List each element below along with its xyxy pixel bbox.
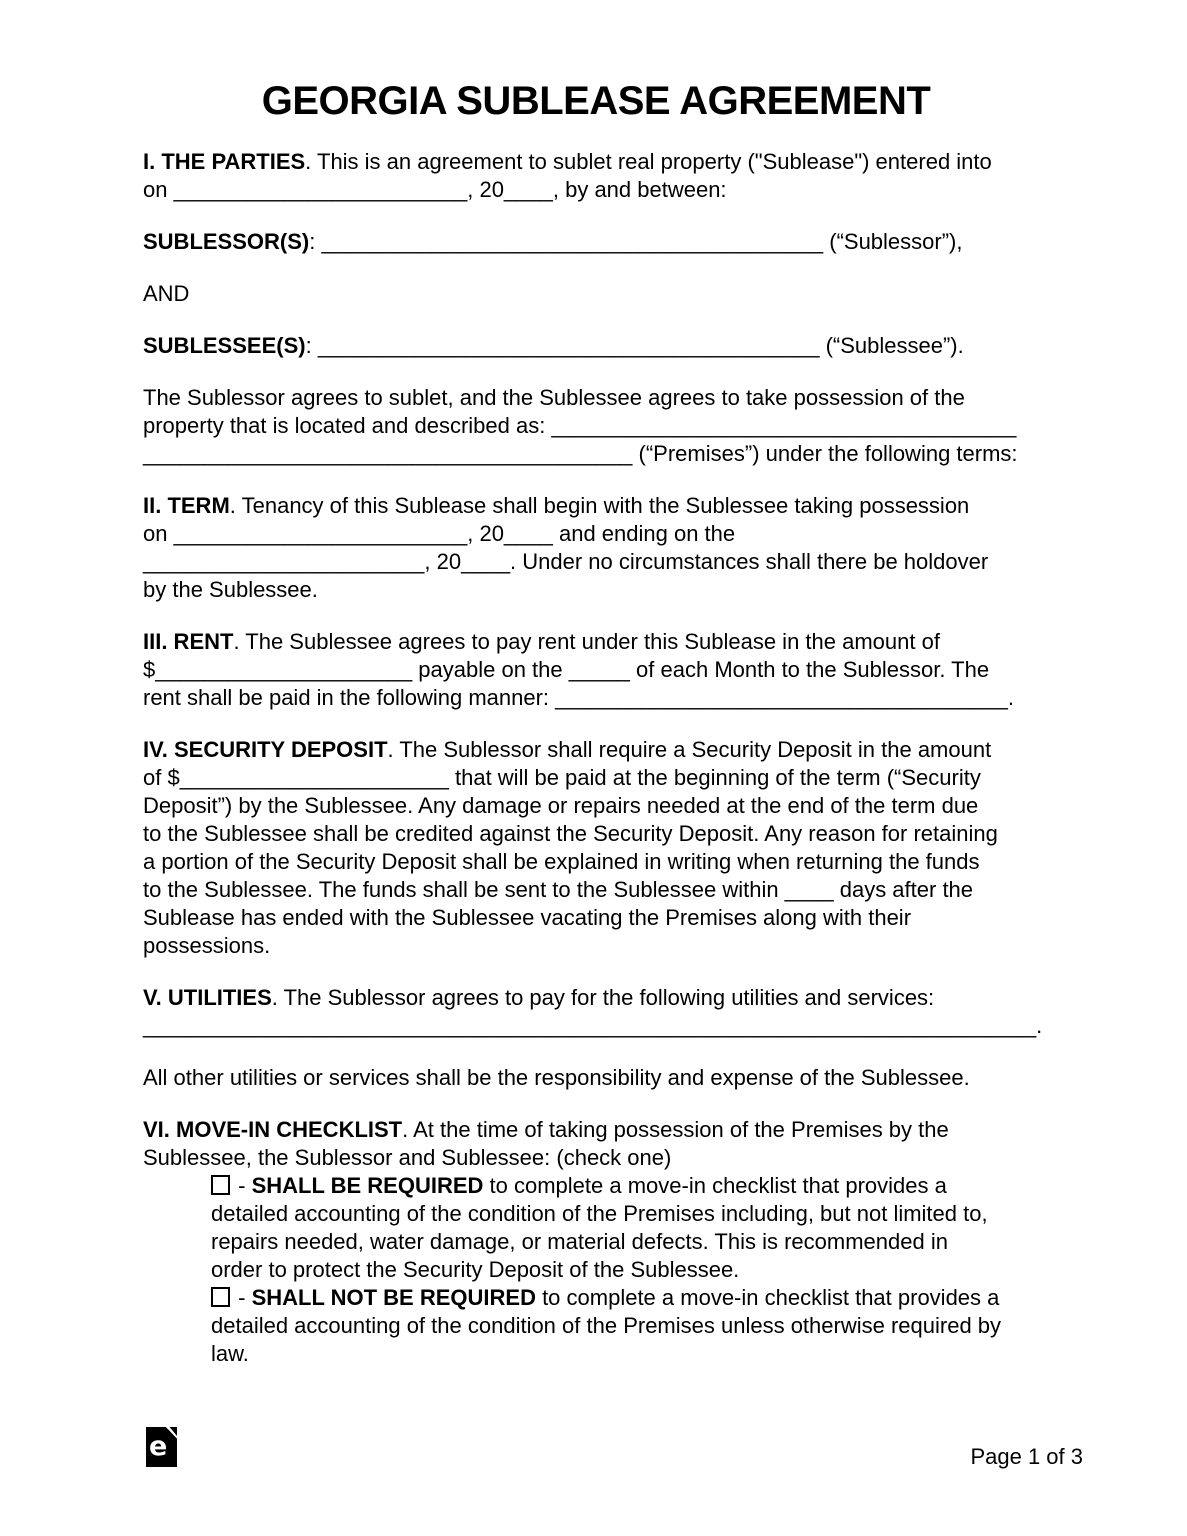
- term-intro-text: . Tenancy of this Sublease shall begin with the Sublessee taking possession: [229, 493, 970, 518]
- option-not-required-line-3: law.: [211, 1341, 249, 1366]
- section-parties: [143, 148, 1049, 204]
- sublessor-label: SUBLESSOR(S): [143, 229, 310, 254]
- utilities-intro-text: . The Sublessor agrees to pay for the following utilities and services:: [271, 985, 935, 1010]
- utilities-note: [143, 1064, 1049, 1092]
- page-number: Page 1 of 3: [970, 1444, 1083, 1469]
- parties-intro-text: . This is an agreement to sublet real property ("Sublease") entered into: [305, 149, 992, 174]
- option-required-text: to complete a move-in checklist that provides a: [483, 1173, 947, 1198]
- sublessee-line: [143, 332, 1049, 360]
- term-line-2: on ________________________, 20____ and ending on the: [143, 521, 736, 546]
- option-required-label: SHALL BE REQUIRED: [251, 1173, 484, 1198]
- conjunction-row: [143, 280, 1049, 308]
- sublessee-row: [143, 332, 1049, 360]
- eforms-logo: [146, 1427, 177, 1467]
- section-term-heading: II. TERM: [143, 493, 230, 518]
- security-line-1: [143, 736, 1049, 764]
- utilities-note-text: All other utilities or services shall be the responsibility and expense of the Sublessee.: [143, 1065, 970, 1090]
- rent-line-3: rent shall be paid in the following manner: _____________________________________.: [143, 685, 1014, 710]
- section-rent-heading: III. RENT: [143, 629, 234, 654]
- option-required-line-1: [211, 1172, 1049, 1200]
- section-security-deposit: [143, 736, 1049, 960]
- rent-line-1: [143, 628, 1049, 656]
- checklist-line-2: Sublessee, the Sublessor and Sublessee: (check one): [143, 1145, 672, 1170]
- term-line-4: by the Sublessee.: [143, 577, 318, 602]
- security-line-4: to the Sublessee shall be credited against the Security Deposit. Any reason for retaining: [143, 821, 998, 846]
- security-line-3: Deposit”) by the Sublessee. Any damage or repairs needed at the end of the term due: [143, 793, 979, 818]
- sublessor-row: [143, 228, 1049, 256]
- option-not-required-separator: -: [232, 1285, 252, 1310]
- document-title: GEORGIA SUBLEASE AGREEMENT: [261, 79, 931, 123]
- section-move-in-checklist: [143, 1116, 1049, 1172]
- rent-intro-text: . The Sublessee agrees to pay rent under this Sublease in the amount of: [233, 629, 940, 654]
- section-utilities: [143, 984, 1049, 1040]
- security-intro-text: . The Sublessor shall require a Security Deposit in the amount: [387, 737, 992, 762]
- option-not-required-text: to complete a move-in checklist that provides a: [535, 1285, 1000, 1310]
- utilities-line-1: [143, 984, 1049, 1012]
- security-line-5: a portion of the Security Deposit shall be explained in writing when returning the funds: [143, 849, 980, 874]
- security-line-8: possessions.: [143, 933, 271, 958]
- section-utilities-heading: V. UTILITIES: [143, 985, 272, 1010]
- option-required-separator: -: [232, 1173, 252, 1198]
- section-term: [143, 492, 1049, 604]
- option-not-required-line-1: [211, 1284, 1049, 1312]
- section-checklist-heading: VI. MOVE-IN CHECKLIST: [143, 1117, 403, 1142]
- term-line-1: [143, 492, 1049, 520]
- option-shall-not-be-required: [143, 1284, 1049, 1368]
- utilities-blank-line: _________________________________________________________________________.: [143, 1013, 1043, 1038]
- parties-date-blank-line: on ________________________, 20____, by and between:: [143, 177, 727, 202]
- section-security-heading: IV. SECURITY DEPOSIT: [143, 737, 388, 762]
- option-required-line-3: repairs needed, water damage, or material defects. This is recommended in: [211, 1229, 948, 1254]
- possession-line-2: property that is located and described as: ______________________________________: [143, 413, 1017, 438]
- rent-line-2: $_____________________ payable on the _____ of each Month to the Sublessor. The: [143, 657, 990, 682]
- possession-paragraph: [143, 384, 1049, 468]
- parties-line-1: [143, 148, 1049, 176]
- security-line-6: to the Sublessee. The funds shall be sent to the Sublessee within ____ days after the: [143, 877, 974, 902]
- conjunction-text: AND: [143, 281, 190, 306]
- security-line-2: of $______________________ that will be paid at the beginning of the term (“Security: [143, 765, 981, 790]
- possession-line-3: ________________________________________ (“Premises”) under the following terms:: [143, 441, 1018, 466]
- sublessor-line: [143, 228, 1049, 256]
- checklist-intro-text: . At the time of taking possession of the Premises by the: [402, 1117, 949, 1142]
- sublessee-label: SUBLESSEE(S): [143, 333, 306, 358]
- logo-letter: e: [149, 1431, 168, 1462]
- option-not-required-line-2: detailed accounting of the condition of the Premises unless otherwise required by: [211, 1313, 1002, 1338]
- sublessor-name-blank: : _________________________________________ (“Sublessor”),: [309, 229, 963, 254]
- section-rent: [143, 628, 1049, 712]
- checklist-line-1: [143, 1116, 1049, 1144]
- possession-line-1: The Sublessor agrees to sublet, and the Sublessee agrees to take possession of the: [143, 385, 965, 410]
- option-not-required-label: SHALL NOT BE REQUIRED: [251, 1285, 536, 1310]
- option-required-line-4: order to protect the Security Deposit of the Sublessee.: [211, 1257, 740, 1282]
- section-parties-heading: I. THE PARTIES: [143, 149, 306, 174]
- option-required-line-2: detailed accounting of the condition of the Premises including, but not limited to,: [211, 1201, 988, 1226]
- sublessee-name-blank: : _________________________________________ (“Sublessee”).: [305, 333, 964, 358]
- security-line-7: Sublease has ended with the Sublessee vacating the Premises along with their: [143, 905, 912, 930]
- option-shall-be-required: [143, 1172, 1049, 1284]
- term-line-3: _______________________, 20____. Under no circumstances shall there be holdover: [143, 549, 989, 574]
- checkbox-shall-not-be-required[interactable]: [211, 1287, 230, 1307]
- checkbox-shall-be-required[interactable]: [211, 1175, 230, 1195]
